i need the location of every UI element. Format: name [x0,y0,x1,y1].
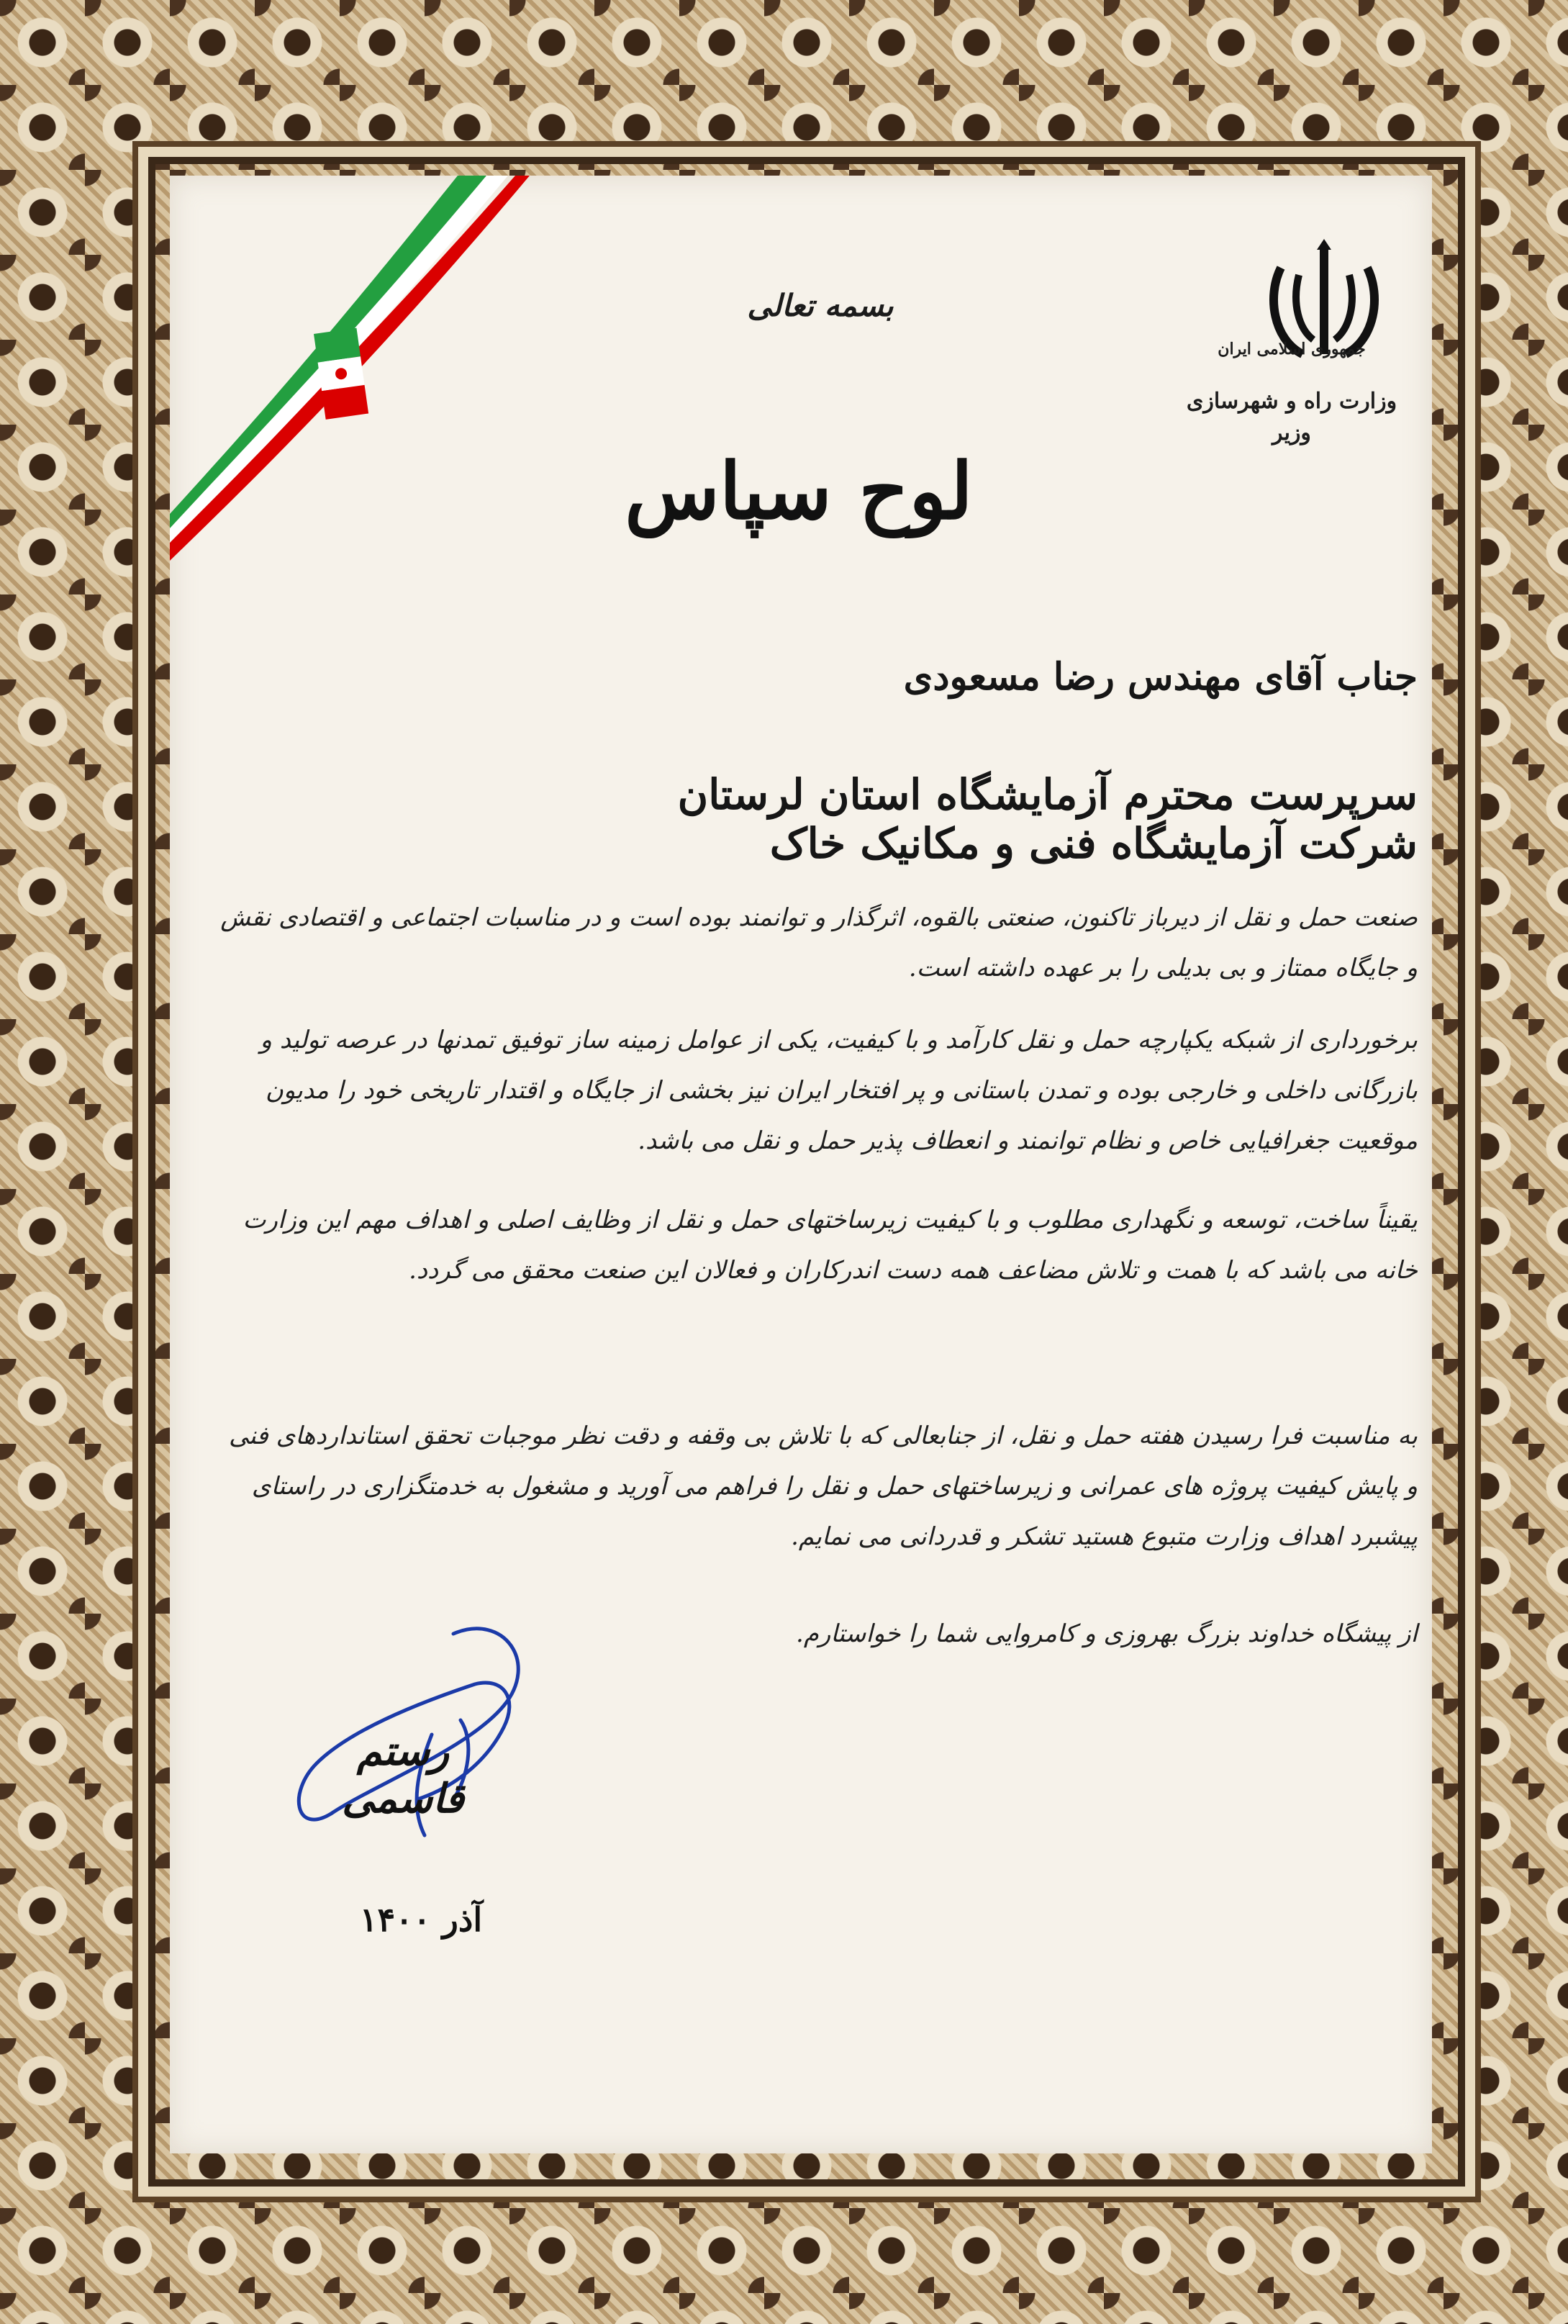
paragraph-2: برخورداری از شبکه یکپارچه حمل و نقل کارآمد و با کیفیت، یکی از عوامل زمینه ساز توفیق تمدنها در عرصه تولید و بازرگانی داخلی و خارجی بوده و تمدن باستانی و پر افتخار ایران نیز بخشی از جایگاه و اقتدار تاریخی خود را مدیون موقعیت جغرافیایی خاص و نظام توانمند و انعطاف پذیر حمل و نقل می باشد. [260,1026,1418,1155]
signatory-name: رستم قاسمی [342,1727,464,1822]
certificate-title: لوح سپاس [625,446,973,537]
emblem-caption [1180,338,1403,449]
recipient-role: سرپرست محترم آزمایشگاه استان لرستان شرکت آزمایشگاه فنی و مکانیک خاک [677,770,1418,868]
flag-ribbon-icon [170,176,544,564]
paragraph-3: یقیناً ساخت، توسعه و نگهداری مطلوب و با کیفیت زیرساختهای حمل و نقل از وظایف اصلی و اهداف مهم این وزارت خانه می باشد که با همت و تلاش مضاعف همه دست اندرکاران و فعالان این صنعت محقق می گردد. [243,1206,1418,1285]
emblem-caption-line3: وزیر [1272,420,1311,446]
closing-line: از پیشگاه خداوند بزرگ بهروزی و کامروایی شما را خواستارم. [796,1619,1418,1648]
paragraph-4: به مناسبت فرا رسیدن هفته حمل و نقل، از جنابعالی که با تلاش بی وقفه و دقت نظر موجبات تحقق استانداردهای فنی و پایش کیفیت پروژه های عمرانی و زیرساختهای حمل و نقل را فراهم می آورید و مشغول به خدمتگزاری در راستای پیشبرد اهداف وزارت متبوع هستید تشکر و قدردانی می نمایم. [228,1421,1418,1551]
invocation: بسمه تعالی [747,288,894,323]
issue-date: آذر ۱۴۰۰ [359,1900,483,1939]
paragraph-1: صنعت حمل و نقل از دیرباز تاکنون، صنعتی بالقوه، اثرگذار و توانمند بوده است و در مناسبات اجتماعی و اقتصادی نقش و جایگاه ممتاز و بی بدیلی را بر عهده داشته است. [220,903,1418,982]
recipient-name: جناب آقای مهندس رضا مسعودی [903,655,1418,699]
emblem-caption-line2: وزارت راه و شهرسازی [1186,389,1397,414]
emblem-caption-line1: جمهوری اسلامی ایران [1218,340,1366,358]
